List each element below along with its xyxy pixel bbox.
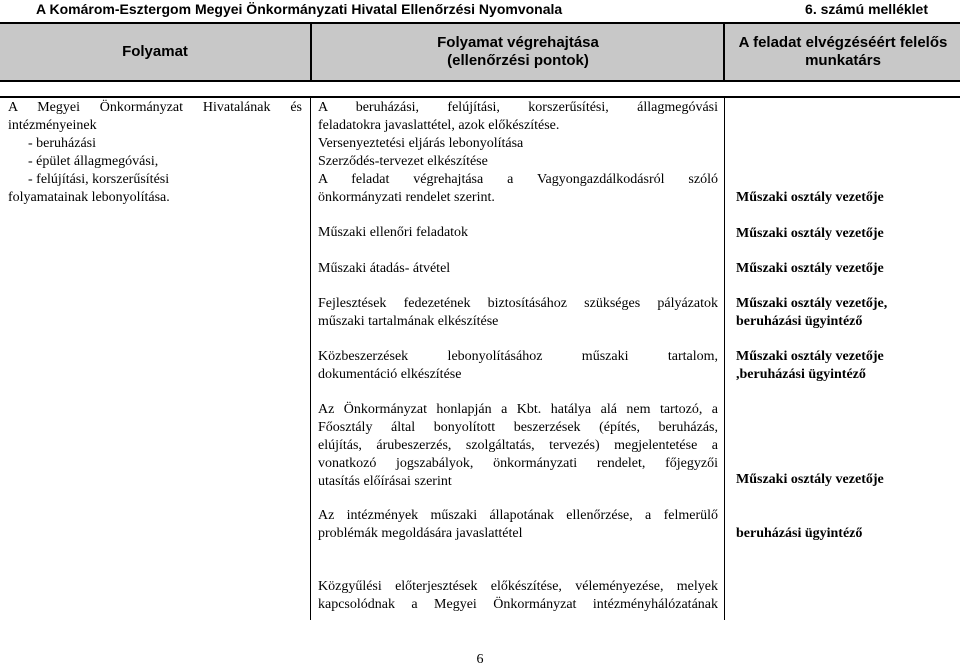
table-header bbox=[0, 22, 960, 82]
column-divider bbox=[724, 98, 725, 620]
step-institution-inspection: Az intézmények műszaki állapotának ellenőrzése, a felmerülő problémák megoldására javaslattétel bbox=[318, 508, 718, 541]
responsible-1: Műszaki osztály vezetője bbox=[736, 190, 884, 205]
document-title: A Komárom-Esztergom Megyei Önkormányzati Hivatal Ellenőrzési Nyomvonala bbox=[36, 1, 563, 17]
step-website-publication: Az Önkormányzat honlapján a Kbt. hatálya alá nem tartozó, a Főosztály által bonyolított beszerzések (építés, beruházás, elújítás, árubeszerzés, szolgáltatás, tervezés) megjelentetése a vonatkozó jogszabályok, önkormányzati rendelet, főjegyzői utasítás előírásai szerint bbox=[318, 402, 718, 489]
process-cell: A Megyei Önkormányzat Hivatalának és intézményeinek - beruházási - épület állagmegóvási, - felújítási, korszerűsítési folyamatainak lebonyolítása. bbox=[8, 100, 302, 205]
table-body-top-border bbox=[0, 96, 960, 98]
document-header bbox=[0, 0, 960, 22]
responsible-7: beruházási ügyintéző bbox=[736, 526, 863, 541]
page-number: 6 bbox=[476, 652, 484, 667]
column-header-execution: Folyamat végrehajtása (ellenőrzési pontok) bbox=[437, 34, 599, 69]
column-divider bbox=[723, 24, 725, 80]
step-assembly-proposals: Közgyűlési előterjesztések előkészítése, véleményezése, melyek kapcsolódnak a Megyei Önkormányzat intézményhálózatának bbox=[318, 579, 718, 612]
step-public-procurement: Közbeszerzések lebonyolításához műszaki tartalom, dokumentáció elkészítése bbox=[318, 349, 718, 382]
responsible-3: Műszaki osztály vezetője bbox=[736, 261, 884, 276]
column-divider bbox=[310, 98, 311, 620]
responsible-6: Műszaki osztály vezetője bbox=[736, 472, 884, 487]
column-header-process: Folyamat bbox=[122, 43, 188, 60]
responsible-5: Műszaki osztály vezetője ,beruházási ügyintéző bbox=[736, 349, 884, 382]
step-grant-preparation: Fejlesztések fedezetének biztosításához szükséges pályázatok műszaki tartalmának elkészítése bbox=[318, 296, 718, 329]
step-handover: Műszaki átadás- átvétel bbox=[318, 261, 451, 276]
column-divider bbox=[310, 24, 312, 80]
responsible-2: Műszaki osztály vezetője bbox=[736, 226, 884, 241]
responsible-4: Műszaki osztály vezetője, beruházási ügyintéző bbox=[736, 296, 888, 329]
step-technical-inspection: Műszaki ellenőri feladatok bbox=[318, 225, 469, 240]
appendix-label: 6. számú melléklet bbox=[805, 1, 928, 17]
step-preparation: A beruházási, felújítási, korszerűsítési, állagmegóvási feladatokra javaslattétel, azok előkészítése. Versenyeztetési eljárás lebonyolítása Szerződés-tervezet elkészítése A feladat végrehajtása a Vagyongazdálkodásról szóló önkormányzati rendelet szerint. bbox=[318, 100, 718, 205]
column-header-responsible: A feladat elvégzéséért felelős munkatárs bbox=[738, 34, 948, 69]
